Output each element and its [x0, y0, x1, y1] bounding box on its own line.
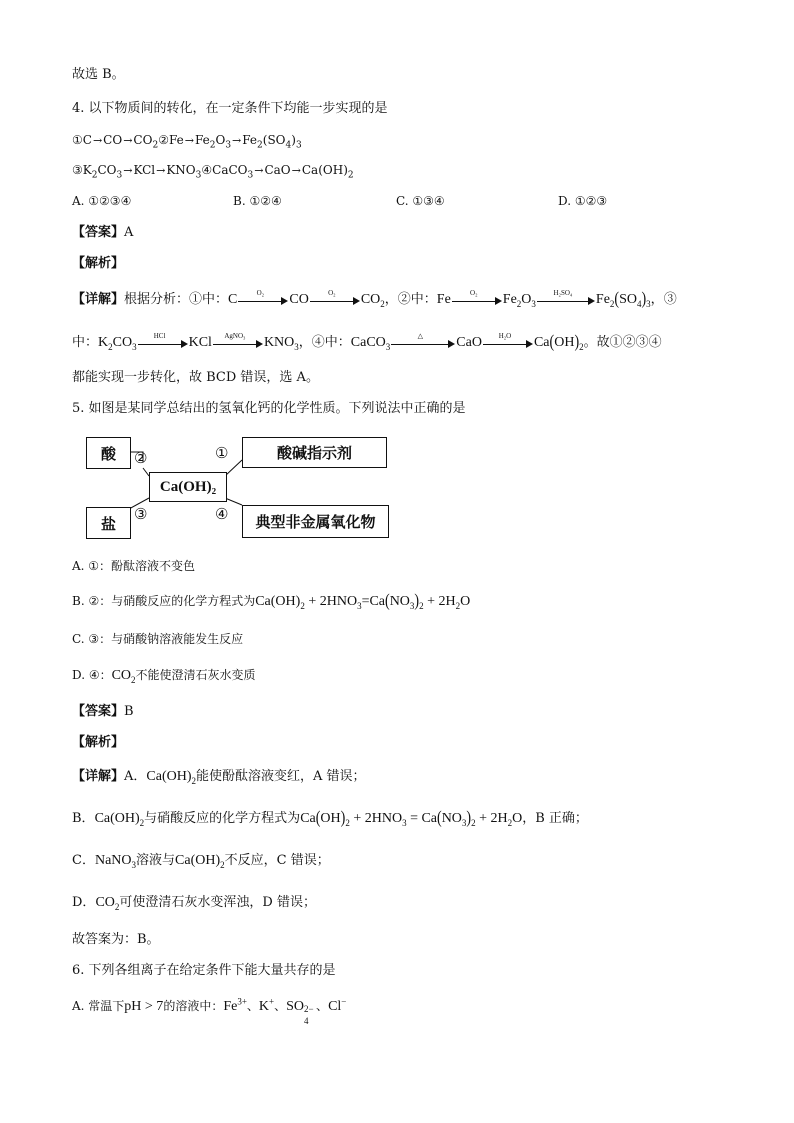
q4-stem: 4. 以下物质间的转化，在一定条件下均能一步实现的是: [72, 101, 388, 116]
q4-option-d: D. ①②③: [558, 194, 608, 208]
q6-stem: 6. 下列各组离子在给定条件下能大量共存的是: [72, 963, 336, 978]
q4-chain-3-4: $③K_2CO_3\to KCl\to KNO_3④CaCO_3\to CaO\to Ca(OH)_2$: [72, 163, 354, 181]
q3-conclusion: 故选 B。: [72, 67, 125, 82]
q5-option-a: A. ①：酚酞溶液不变色: [72, 559, 196, 573]
q5-option-b: B. ②：与硝酸反应的化学方程式为$Ca(OH)_2 + 2HNO_3=Ca(NO_3)_2 + 2H_2O$: [72, 592, 471, 611]
q5-stem: 5. 如图是某同学总结出的氢氧化钙的化学性质。下列说法中正确的是: [72, 401, 466, 416]
q5-analysis-label: 【解析】: [72, 735, 125, 750]
q5-detail-d: D．$CO_2$可使澄清石灰水变浑浊，D 错误；: [72, 895, 316, 912]
diagram-center-box: Ca(OH)₂: [149, 472, 227, 502]
q4-detail-line-1: 【详解】根据分析：①中：C O₂ CO O₂ $CO_2$，②中：Fe O₂ $Fe_2O_3$ H₂SO₄ $Fe_2(SO_4)_3$，③: [72, 288, 677, 309]
diagram-salt-box: 盐: [86, 507, 131, 539]
diagram-num-3: ③: [134, 505, 148, 523]
diagram-acid-box: 酸: [86, 437, 131, 469]
q5-detail-b: B．$Ca(OH)_2$与硝酸反应的化学方程式为$Ca(OH)_2 + 2HNO_3 = Ca(NO_3)_2 + 2H_2O$，B 正确；: [72, 809, 588, 828]
diagram-oxide-box: 典型非金属氧化物: [242, 505, 389, 538]
q5-detail-c: C．NaNO$_3$溶液与$Ca(OH)_2$不反应，C 错误；: [72, 853, 330, 870]
q6-option-a: A. 常温下pH > 7的溶液中：$Fe^{3+}$、K+、SO 2− 4 、Cl−: [72, 996, 347, 1026]
q5-diagram-lines: [0, 0, 794, 560]
q5-option-c: C. ③：与硝酸钠溶液能发生反应: [72, 632, 244, 646]
q4-chain-1-2: $①C\to CO\to CO_2②Fe\to Fe_2O_3\to Fe_2(SO_4)_3$: [72, 133, 302, 151]
diagram-num-4: ④: [215, 505, 229, 523]
q5-detail-a: 【详解】A．$Ca(OH)_2$能使酚酞溶液变红，A 错误；: [72, 769, 366, 786]
q4-analysis-label: 【解析】: [72, 256, 125, 271]
q5-option-d: D. ④：$CO_2$不能使澄清石灰水变质: [72, 668, 256, 685]
q4-detail-line-2: 中：$K_2CO_3$ HCl KCl AgNO₃ $KNO_3$，④中：CaCO$_3$ △ CaO H₂O $Ca(OH)_2$。故①②③④: [72, 331, 662, 352]
diagram-indicator-box: 酸碱指示剂: [242, 437, 387, 468]
q4-answer: 【答案】A: [72, 225, 134, 240]
diagram-num-2: ②: [134, 449, 148, 467]
q5-answer: 【答案】B: [72, 704, 134, 719]
q4-option-a: A. ①②③④: [72, 194, 132, 208]
q4-option-c: C. ①③④: [396, 194, 445, 208]
q4-detail-end: 都能实现一步转化，故 BCD 错误，选 A。: [72, 370, 319, 385]
q5-conclusion: 故答案为：B。: [72, 932, 160, 947]
diagram-num-1: ①: [215, 444, 229, 462]
q4-option-b: B. ①②④: [233, 194, 282, 208]
